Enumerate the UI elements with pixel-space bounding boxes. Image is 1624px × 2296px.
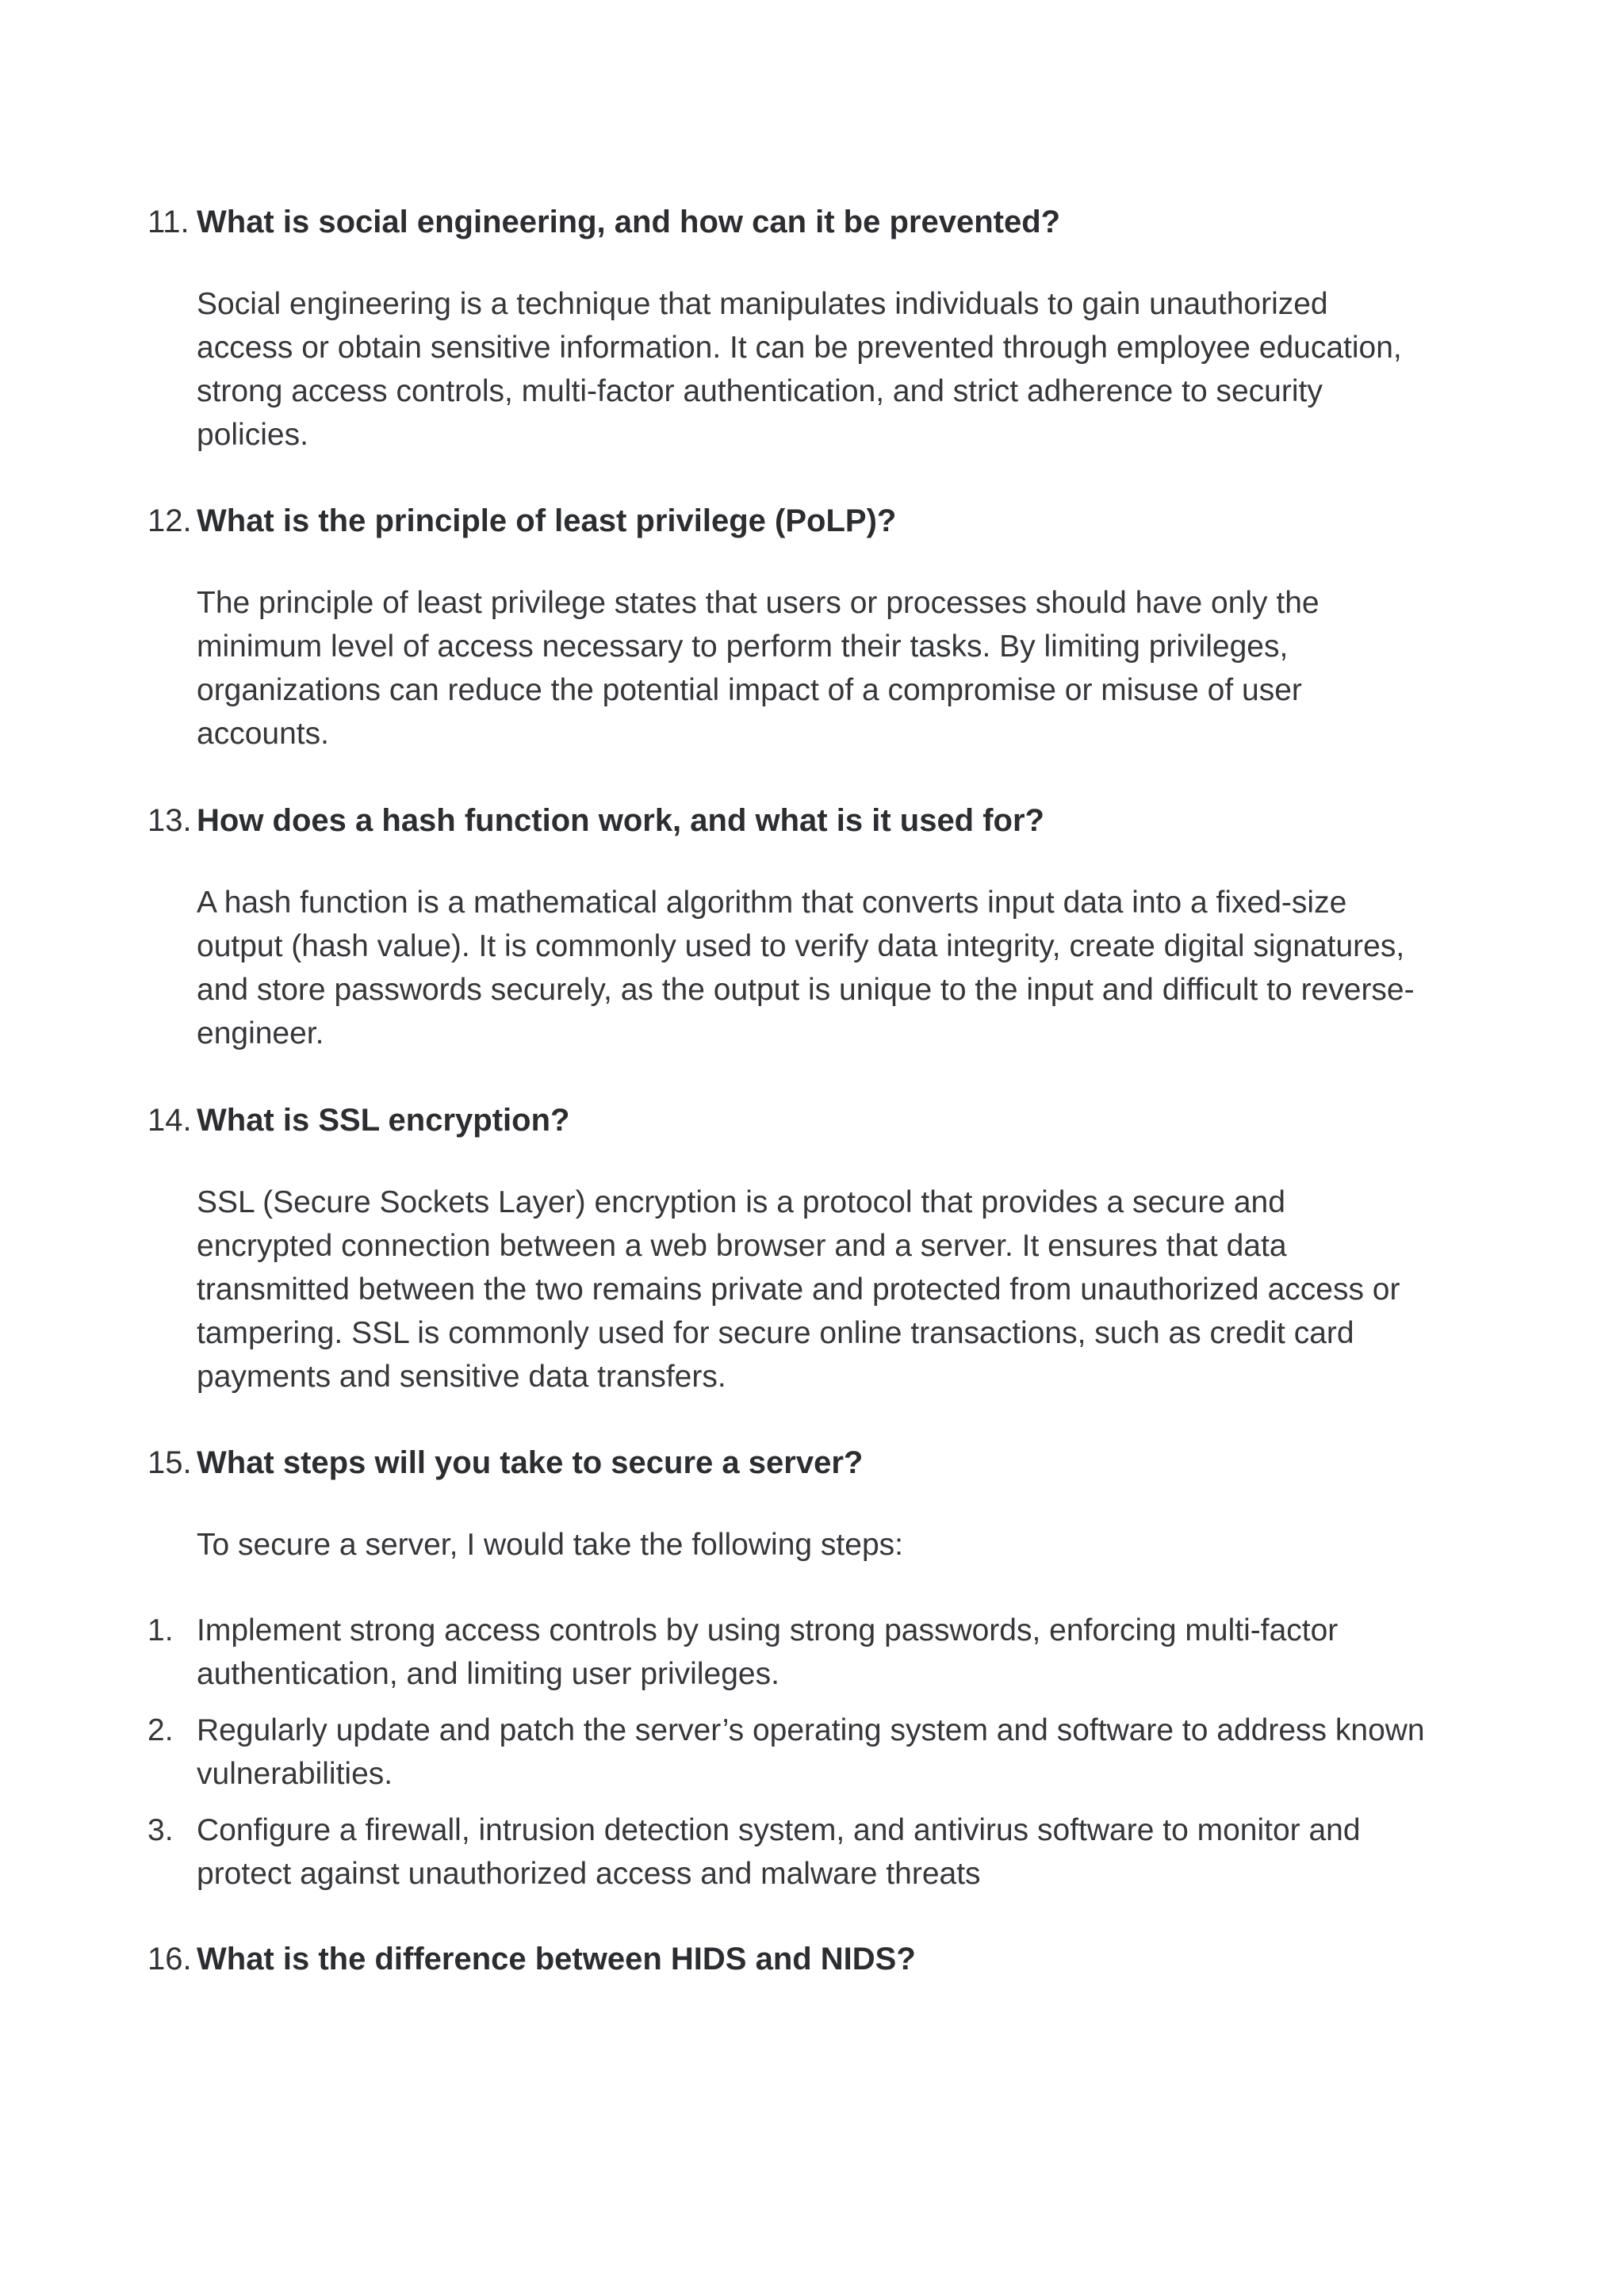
question-text: What is the principle of least privilege (PoLP)? — [197, 503, 897, 538]
question-text: How does a hash function work, and what is it used for? — [197, 803, 1044, 838]
question-heading — [147, 1439, 1448, 1487]
list-item — [147, 1609, 1448, 1696]
question-heading — [147, 497, 1448, 545]
qa-item-16 — [147, 1935, 1448, 1983]
qa-item-11 — [147, 198, 1448, 452]
question-number: 13. — [147, 803, 192, 838]
list-item-number: 2. — [147, 1713, 174, 1747]
qa-item-15 — [147, 1439, 1448, 1562]
answer-paragraph: Social engineering is a technique that manipulates individuals to gain unauthorized access or obtain sensitive information. It can be prevented through employee education, strong access controls, multi-factor authentication, and strict adherence to security policies. — [197, 287, 1402, 452]
question-heading — [147, 1935, 1448, 1983]
question-text: What steps will you take to secure a server? — [197, 1445, 864, 1480]
question-text: What is social engineering, and how can it be prevented? — [197, 205, 1061, 239]
list-item-number: 3. — [147, 1813, 174, 1847]
list-item-text: Configure a firewall, intrusion detection system, and antivirus software to monitor and protect against unauthorized access and malware threats — [197, 1813, 1361, 1891]
qa-item-14 — [147, 1096, 1448, 1394]
question-number: 12. — [147, 503, 192, 538]
question-number: 11. — [147, 205, 190, 239]
answer-paragraph: The principle of least privilege states that users or processes should have only the minimum level of access necessary to perform their tasks. By limiting privileges, organizations can reduce the potential impact of a compromise or misuse of user accounts. — [197, 586, 1320, 751]
server-security-steps-list — [147, 1609, 1448, 1908]
list-item-text: Implement strong access controls by using strong passwords, enforcing multi-factor authentication, and limiting user privileges. — [197, 1613, 1339, 1691]
question-number: 16. — [147, 1942, 192, 1976]
qa-item-13 — [147, 797, 1448, 1050]
question-text: What is SSL encryption? — [197, 1103, 570, 1138]
question-number: 14. — [147, 1103, 192, 1138]
question-heading — [147, 797, 1448, 844]
list-item — [147, 1709, 1448, 1796]
answer-paragraph: SSL (Secure Sockets Layer) encryption is a protocol that provides a secure and encrypted connection between a web browser and a server. It ensures that data transmitted between the two remains private and protected from unauthorized access or tampering. SSL is commonly used for secure online transactions, such as credit card payments and sensitive data transfers. — [197, 1185, 1400, 1394]
question-heading — [147, 1096, 1448, 1144]
question-heading — [147, 198, 1448, 246]
list-item — [147, 1808, 1448, 1896]
question-text: What is the difference between HIDS and NIDS? — [197, 1942, 916, 1976]
answer-paragraph: A hash function is a mathematical algorithm that converts input data into a fixed-size output (hash value). It is commonly used to verify data integrity, create digital signatures, and store passwords securely, as the output is unique to the input and difficult to reverse-engineer. — [197, 886, 1415, 1050]
qa-item-12 — [147, 497, 1448, 751]
question-number: 15. — [147, 1445, 192, 1480]
answer-paragraph: To secure a server, I would take the following steps: — [197, 1528, 903, 1562]
list-item-number: 1. — [147, 1613, 174, 1647]
list-item-text: Regularly update and patch the server’s operating system and software to address known vulnerabilities. — [197, 1713, 1425, 1791]
